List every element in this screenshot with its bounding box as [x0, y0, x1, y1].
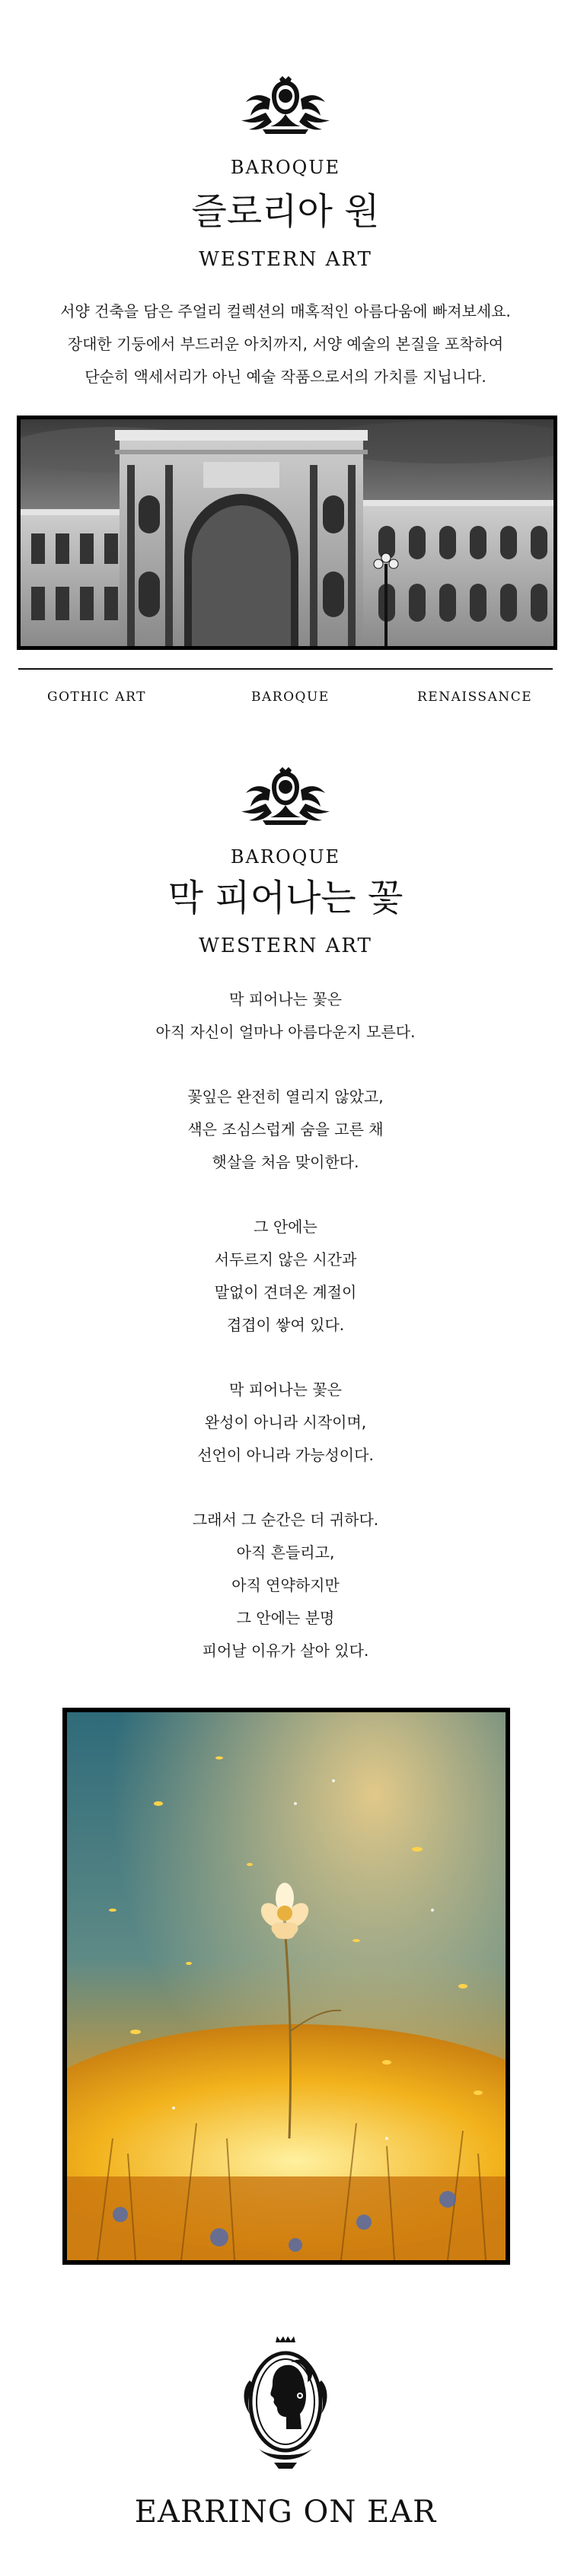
- poem-stanza: [0, 983, 571, 1049]
- section1-intro: [0, 295, 571, 393]
- category-menu: [0, 689, 571, 712]
- section2-title: 막 피어나는 꽃: [167, 877, 404, 919]
- intro-line: 서양 건축을 담은 주얼리 컬렉션의 매혹적인 아름다움에 빠져보세요.: [60, 302, 511, 320]
- intro-line: 장대한 기둥에서 부드러운 아치까지, 서양 예술의 본질을 포착하여: [67, 335, 504, 353]
- menu-item-gothic-art[interactable]: GOTHIC ART: [47, 689, 146, 705]
- blooming-flower-icon: [67, 1712, 506, 2260]
- poem-line: 아직 흔들리고,: [236, 1543, 335, 1562]
- section1-title: 즐로리아 원: [191, 190, 380, 233]
- poem-line: 막 피어나는 꽃은: [229, 990, 342, 1008]
- arcade-photo-icon: [21, 419, 553, 646]
- divider-line: [18, 668, 553, 670]
- poem-stanza: [0, 1374, 571, 1472]
- poem-line: 아직 연약하지만: [231, 1576, 340, 1594]
- cameo-portrait-emblem-icon: [236, 2335, 335, 2472]
- menu-item-renaissance[interactable]: RENAISSANCE: [417, 689, 533, 705]
- poem-line: 선언이 아니라 가능성이다.: [197, 1446, 374, 1464]
- section1-kicker-bottom: WESTERN ART: [199, 248, 372, 271]
- section2-kicker-bottom: WESTERN ART: [199, 935, 372, 957]
- poem-stanza: [0, 1211, 571, 1342]
- poem-line: 아직 자신이 얼마나 아름다운지 모른다.: [155, 1023, 416, 1041]
- poem-line: 그 안에는: [254, 1218, 317, 1236]
- poem-line: 말없이 견뎌온 계절이: [214, 1283, 357, 1301]
- poem-line: 겹겹이 쌓여 있다.: [226, 1316, 345, 1334]
- poem-line: 완성이 아니라 시작이며,: [204, 1413, 367, 1431]
- hero-arcade-image: [17, 416, 557, 650]
- poem-line: 색은 조심스럽게 숨을 고른 채: [187, 1120, 384, 1138]
- intro-line: 단순히 액세서리가 아닌 예술 작품으로서의 가치를 지닙니다.: [85, 368, 486, 386]
- section2-kicker-top: BAROQUE: [230, 846, 341, 868]
- poem-line: 막 피어나는 꽃은: [229, 1380, 342, 1399]
- poem-line: 꽃잎은 완전히 열리지 않았고,: [187, 1087, 384, 1106]
- poem-line: 햇살을 처음 맞이한다.: [212, 1153, 359, 1171]
- poem: [0, 983, 571, 1699]
- flower-painting-image: [62, 1708, 510, 2265]
- poem-stanza: [0, 1504, 571, 1667]
- poem-line: 서두르지 않은 시간과: [214, 1250, 357, 1269]
- baroque-crest-icon: [232, 76, 339, 137]
- poem-stanza: [0, 1081, 571, 1179]
- brand-name: EARRING ON EAR: [134, 2495, 437, 2530]
- poem-line: 그래서 그 순간은 더 귀하다.: [192, 1511, 379, 1529]
- poem-line: 그 안에는 분명: [236, 1609, 335, 1627]
- poem-line: 피어날 이유가 살아 있다.: [202, 1641, 369, 1660]
- section1-kicker-top: BAROQUE: [230, 157, 341, 178]
- menu-item-baroque[interactable]: BAROQUE: [251, 689, 330, 705]
- baroque-crest-icon: [232, 767, 339, 828]
